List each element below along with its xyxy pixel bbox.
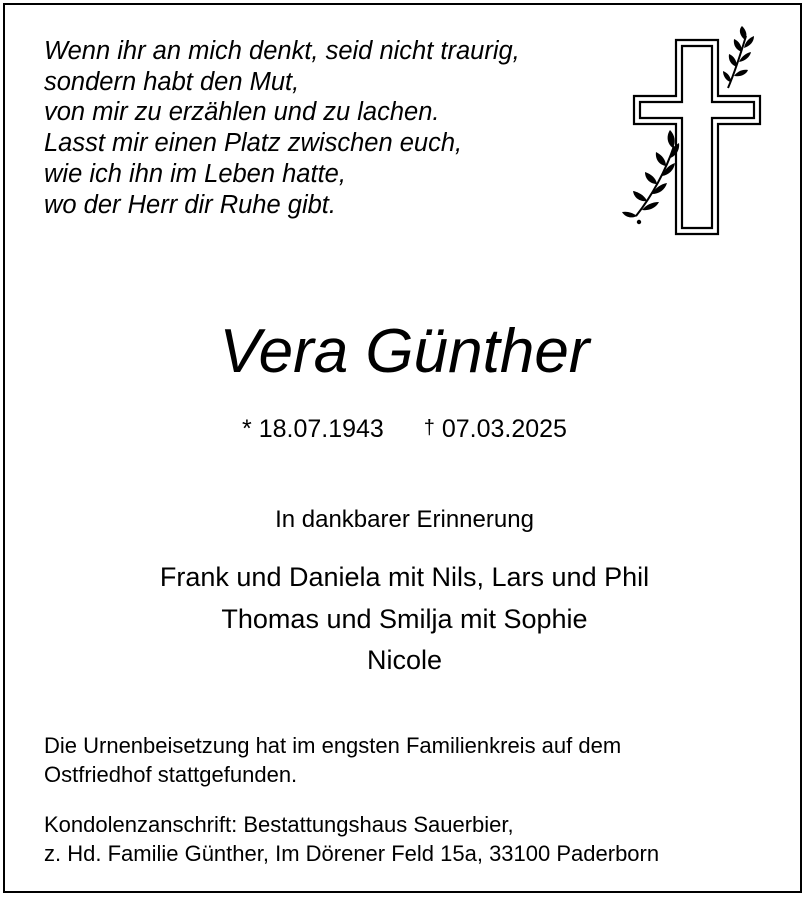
mourner-line: Thomas und Smilja mit Sophie bbox=[221, 603, 588, 634]
cross-icon bbox=[622, 26, 762, 238]
mourner-line: Nicole bbox=[366, 645, 443, 675]
poem-line: Lasst mir einen Platz zwischen euch, bbox=[44, 129, 463, 158]
palm-branch-icon bbox=[622, 130, 679, 224]
memorial-poem bbox=[44, 36, 520, 220]
mourner-line: Frank und Daniela mit Nils, Lars und Phil bbox=[159, 562, 650, 592]
poem-line: wo der Herr dir Ruhe gibt. bbox=[44, 190, 336, 219]
poem-line: wie ich ihn im Leben hatte, bbox=[44, 159, 346, 188]
poem-line: Wenn ihr an mich denkt, seid nicht traurig, bbox=[44, 37, 520, 65]
condolence-address bbox=[44, 811, 659, 868]
birth-symbol: * bbox=[242, 415, 252, 443]
burial-notice-line: Ostfriedhof stattgefunden. bbox=[44, 761, 298, 787]
memory-line: In dankbarer Erinnerung bbox=[275, 506, 534, 533]
burial-notice bbox=[44, 732, 621, 789]
cross-with-palm-branches-icon bbox=[622, 26, 762, 238]
death-symbol: † bbox=[423, 417, 435, 439]
poem-line: sondern habt den Mut, bbox=[44, 67, 300, 96]
condolence-address-line: Kondolenzanschrift: Bestattungshaus Sauerbier, bbox=[44, 812, 514, 837]
poem-line: von mir zu erzählen und zu lachen. bbox=[44, 98, 440, 127]
burial-notice-line: Die Urnenbeisetzung hat im engsten Familienkreis auf dem bbox=[44, 733, 622, 758]
birth-date: 18.07.1943 bbox=[258, 415, 384, 443]
deceased-name: Vera Günther bbox=[219, 317, 590, 386]
death-date: 07.03.2025 bbox=[441, 415, 567, 443]
palm-branch-icon bbox=[723, 26, 754, 88]
life-dates bbox=[0, 413, 809, 447]
condolence-address-line: z. Hd. Familie Günther, Im Dörener Feld 15a, 33100 Paderborn bbox=[44, 840, 660, 866]
mourners-list bbox=[0, 557, 809, 682]
